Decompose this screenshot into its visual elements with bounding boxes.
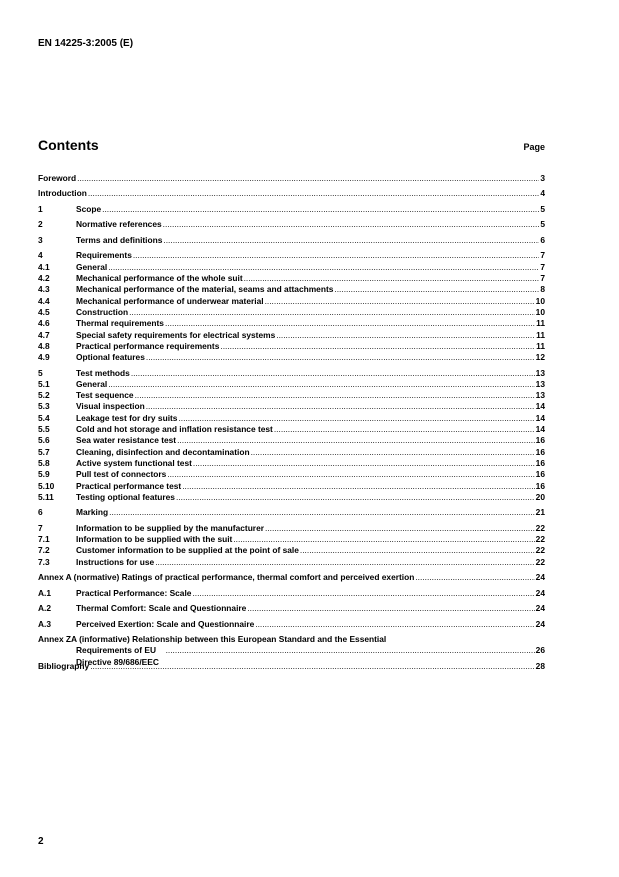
toc-entry[interactable]: [38, 307, 545, 318]
dot-leader: [90, 661, 534, 672]
toc-entry-page: 11: [536, 329, 545, 340]
toc-entry-number: 5.1: [38, 378, 50, 389]
toc-entry-page: 16: [535, 435, 545, 446]
toc-entry-page: 14: [535, 412, 545, 423]
toc-entry[interactable]: [38, 368, 545, 379]
toc-entry-page: 16: [535, 480, 545, 491]
toc-entry[interactable]: [38, 481, 545, 492]
toc-entry[interactable]: [38, 273, 545, 284]
toc-entry-page: 6: [540, 234, 545, 245]
toc-entry-page: 14: [535, 401, 545, 412]
toc-entry-title: Annex A (normative) Ratings of practical performance, thermal comfort and perceived exertion: [38, 572, 415, 583]
dot-leader: [129, 307, 535, 318]
dot-leader: [177, 435, 535, 446]
dot-leader: [102, 204, 539, 215]
toc-entry-title: Practical performance test: [76, 480, 182, 491]
toc-entry-number: 4.3: [38, 284, 50, 295]
dot-leader: [265, 296, 535, 307]
toc-entry[interactable]: [38, 458, 545, 469]
toc-entry-number: 5.11: [38, 491, 54, 502]
toc-entry[interactable]: [38, 469, 545, 480]
toc-entry[interactable]: [38, 424, 545, 435]
dot-leader: [77, 173, 539, 184]
toc-entry-number: 7.2: [38, 545, 50, 556]
toc-entry-title: Cold and hot storage and inflation resistance test: [76, 424, 273, 435]
toc-entry[interactable]: [38, 545, 545, 556]
toc-entry[interactable]: [38, 572, 545, 583]
toc-entry-page: 14: [535, 424, 545, 435]
dot-leader: [244, 273, 540, 284]
dot-leader: [109, 507, 535, 518]
toc-entry-title: Introduction: [38, 188, 87, 199]
dot-leader: [146, 352, 535, 363]
toc-entry-number: 4.5: [38, 306, 50, 317]
toc-entry-title: Construction: [76, 306, 129, 317]
toc-entry[interactable]: [38, 235, 545, 246]
toc-entry-title: Practical Performance: Scale: [76, 587, 192, 598]
toc-entry-title: Visual inspection: [76, 401, 145, 412]
dot-leader: [182, 481, 534, 492]
toc-entry-title: Perceived Exertion: Scale and Questionnaire: [76, 618, 255, 629]
page-number: 2: [38, 836, 44, 847]
toc-entry-page: 5: [540, 203, 545, 214]
toc-entry-number: 5.3: [38, 401, 50, 412]
toc-entry-number: 5.7: [38, 446, 50, 457]
toc-entry-page: 5: [540, 219, 545, 230]
toc-entry-number: 4: [38, 250, 43, 261]
dot-leader: [135, 390, 535, 401]
toc-entry-page: 22: [535, 556, 545, 567]
toc-entry-title: Normative references: [76, 219, 162, 230]
dot-leader: [163, 235, 539, 246]
dot-leader: [167, 469, 534, 480]
toc-entry-number: 4.1: [38, 261, 50, 272]
toc-entry[interactable]: [38, 603, 545, 614]
dot-leader: [247, 603, 534, 614]
toc-entry-page: 8: [540, 284, 545, 295]
toc-entry-page: 16: [535, 469, 545, 480]
toc-entry-page: 24: [535, 587, 545, 598]
toc-entry[interactable]: [38, 588, 545, 599]
contents-header: [38, 137, 545, 153]
toc-entry-annex-za[interactable]: Annex ZA (informative) Relationship between this European Standard and the Essential: [38, 634, 387, 645]
dot-leader: [255, 619, 534, 630]
toc-entry-bibliography[interactable]: [38, 661, 545, 672]
toc-entry-number: 2: [38, 219, 43, 230]
dot-leader: [165, 318, 535, 329]
toc-entry-page: 24: [535, 572, 545, 583]
toc-entry-title: Mechanical performance of the material, seams and attachments: [76, 284, 334, 295]
toc-entry-page: 16: [535, 457, 545, 468]
toc-entry[interactable]: [38, 284, 545, 295]
toc-entry-number: A.2: [38, 603, 52, 614]
toc-entry-page: 13: [535, 367, 545, 378]
toc-entry-page: 13: [535, 378, 545, 389]
page-column-label: Page: [523, 142, 545, 152]
toc-entry-number: 5.10: [38, 480, 55, 491]
toc-entry-page: 20: [535, 491, 545, 502]
toc-entry-title: Mechanical performance of underwear material: [76, 295, 264, 306]
toc-entry-page: 21: [535, 507, 545, 518]
toc-entry-title: Thermal Comfort: Scale and Questionnaire: [76, 603, 247, 614]
toc-entry-number: 4.8: [38, 340, 50, 351]
toc-entry-title: Testing optional features: [76, 491, 175, 502]
toc-entry-number: 5.6: [38, 435, 50, 446]
toc-entry-number: 6: [38, 507, 43, 518]
toc-entry-number: 4.7: [38, 329, 50, 340]
document-id: EN 14225-3:2005 (E): [38, 38, 134, 49]
dot-leader: [131, 368, 535, 379]
dot-leader: [265, 523, 535, 534]
toc-entry-number: 4.9: [38, 352, 50, 363]
toc-entry-number: 5.8: [38, 457, 50, 468]
toc-entry-title: Information to be supplied with the suit: [76, 534, 233, 545]
toc-entry-number: A.3: [38, 618, 52, 629]
toc-entry[interactable]: [38, 204, 545, 215]
toc-entry-number: 4.4: [38, 295, 50, 306]
dot-leader: [176, 492, 535, 503]
dot-leader: [233, 534, 534, 545]
toc-entry-page: 13: [535, 390, 545, 401]
toc-entry-title: Requirements of EU Directive 89/686/EEC: [76, 645, 159, 667]
toc-entry-page: 28: [535, 660, 545, 671]
toc-entry[interactable]: [38, 435, 545, 446]
toc-entry[interactable]: [38, 557, 545, 568]
toc-entry-number: 5.5: [38, 424, 50, 435]
toc-entry-number: 1: [38, 203, 43, 214]
toc-entry-title: Sea water resistance test: [76, 435, 177, 446]
toc-entry-number: 3: [38, 234, 43, 245]
dot-leader: [415, 572, 534, 583]
toc-entry-title: Foreword: [38, 173, 77, 183]
toc-entry[interactable]: [38, 534, 545, 545]
toc-entry[interactable]: [38, 352, 545, 363]
toc-entry-page: 12: [535, 352, 545, 363]
toc-entry-number: 7.3: [38, 556, 50, 567]
toc-entry[interactable]: [38, 318, 545, 329]
toc-entry-title: Cleaning, disinfection and decontamination: [76, 446, 250, 457]
toc-entry-page: 22: [535, 545, 545, 556]
toc-entry-page: 10: [535, 306, 545, 317]
toc-entry-title: Active system functional test: [76, 457, 192, 468]
toc-entry-page: 26: [535, 645, 545, 656]
toc-entry-page: 22: [535, 534, 545, 545]
toc-entry-number: 4.2: [38, 273, 50, 284]
toc-entry-title: Test methods: [76, 367, 130, 378]
toc-entry-page: 7: [540, 250, 545, 261]
toc-entry-page: 7: [540, 261, 545, 272]
dot-leader: [88, 188, 539, 199]
toc-entry-title: Terms and definitions: [76, 234, 163, 245]
toc-entry[interactable]: [38, 390, 545, 401]
dot-leader: [220, 341, 535, 352]
toc-entry-title: Mechanical performance of the whole suit: [76, 273, 243, 284]
toc-entry[interactable]: [38, 401, 545, 412]
dot-leader: [251, 447, 535, 458]
toc-entry-number: 7.1: [38, 534, 50, 545]
toc-entry-title: Requirements: [76, 250, 132, 261]
toc-entry-number: 5.4: [38, 412, 50, 423]
toc-entry-title: Thermal requirements: [76, 318, 164, 329]
toc-entry[interactable]: [38, 262, 545, 273]
toc-entry-page: 24: [535, 603, 545, 614]
toc-entry-number: A.1: [38, 587, 52, 598]
toc-entry[interactable]: [38, 341, 545, 352]
toc-entry-title: Information to be supplied by the manufacturer: [76, 522, 264, 533]
dot-leader: [133, 250, 539, 261]
toc-entry[interactable]: [38, 447, 545, 458]
toc-entry-title: Marking: [76, 507, 109, 518]
toc-entry-page: 4: [540, 188, 545, 199]
dot-leader: [192, 588, 534, 599]
dot-leader: [334, 284, 539, 295]
toc-entry-title: Special safety requirements for electrical systems: [76, 329, 276, 340]
table-of-contents: [38, 173, 545, 672]
toc-entry-page: 11: [536, 340, 545, 351]
toc-entry-page: 10: [535, 295, 545, 306]
toc-entry-number: 5.2: [38, 390, 50, 401]
toc-entry-title: Scope: [76, 203, 102, 214]
dot-leader: [276, 330, 535, 341]
dot-leader: [300, 545, 535, 556]
dot-leader: [274, 424, 535, 435]
toc-entry[interactable]: [38, 188, 545, 199]
toc-entry[interactable]: [38, 379, 545, 390]
dot-leader: [163, 219, 540, 230]
dot-leader: [108, 379, 534, 390]
toc-entry[interactable]: [38, 330, 545, 341]
dot-leader: [178, 413, 534, 424]
toc-entry[interactable]: [38, 507, 545, 518]
toc-entry-title: General: [76, 378, 108, 389]
toc-entry-page: 7: [540, 273, 545, 284]
toc-entry-number: 7: [38, 522, 43, 533]
toc-entry[interactable]: [38, 296, 545, 307]
toc-entry-title: Pull test of connectors: [76, 469, 167, 480]
toc-entry-title: Leakage test for dry suits: [76, 412, 178, 423]
toc-entry[interactable]: [38, 523, 545, 534]
toc-entry[interactable]: [38, 219, 545, 230]
toc-entry-title: Instructions for use: [76, 556, 155, 567]
toc-entry-title: Test sequence: [76, 390, 134, 401]
toc-entry-title: Practical performance requirements: [76, 340, 220, 351]
toc-entry-title: Customer information to be supplied at the point of sale: [76, 545, 299, 556]
dot-leader: [166, 645, 535, 656]
toc-entry-page: 11: [536, 318, 545, 329]
toc-entry-title: Optional features: [76, 352, 145, 363]
toc-entry-title: Bibliography: [38, 660, 90, 671]
dot-leader: [193, 458, 535, 469]
dot-leader: [108, 262, 539, 273]
toc-entry-number: 4.6: [38, 318, 50, 329]
toc-entry[interactable]: [38, 173, 545, 184]
toc-entry-page: 3: [540, 173, 545, 183]
toc-entry-title: General: [76, 261, 108, 272]
toc-entry[interactable]: [38, 413, 545, 424]
toc-entry[interactable]: [38, 619, 545, 630]
toc-entry-number: 5: [38, 367, 43, 378]
dot-leader: [155, 557, 534, 568]
contents-title: Contents: [38, 137, 99, 153]
dot-leader: [146, 401, 535, 412]
toc-entry-page: 16: [535, 446, 545, 457]
toc-entry-number: 5.9: [38, 469, 50, 480]
toc-entry[interactable]: [38, 492, 545, 503]
toc-entry-page: 22: [535, 522, 545, 533]
toc-entry[interactable]: [38, 250, 545, 261]
toc-entry-page: 24: [535, 618, 545, 629]
